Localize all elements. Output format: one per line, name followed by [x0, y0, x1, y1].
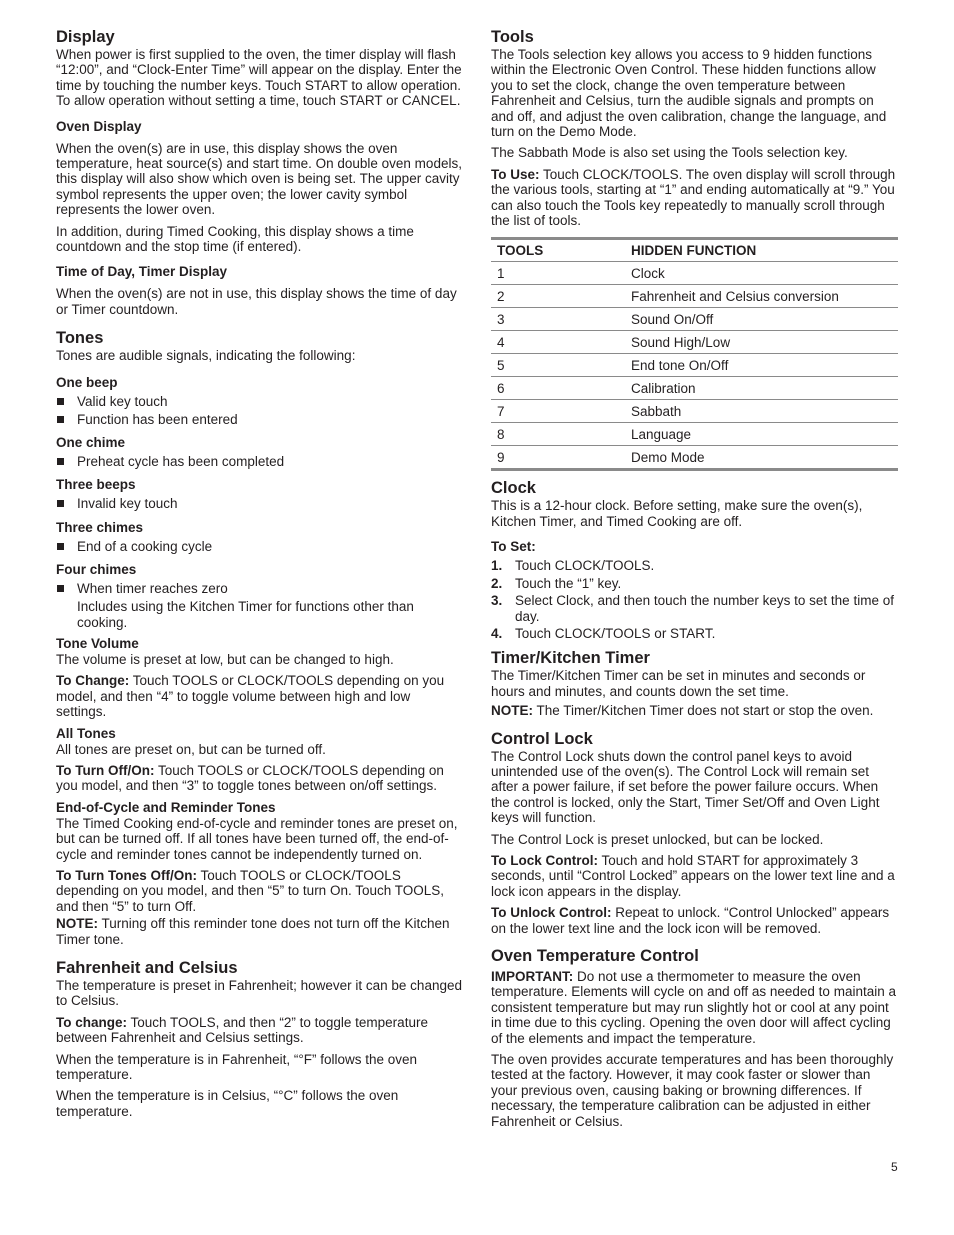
fahrenheit-to-change-paragraph	[56, 1015, 462, 1046]
oven-display-heading: Oven Display	[56, 118, 142, 134]
turn-off-on-text: Touch TOOLS or CLOCK/TOOLS depending on you model, and then “3” to toggle tones between on/off settings.	[56, 762, 444, 794]
table-header-cell: TOOLS	[491, 239, 625, 262]
table-cell: 5	[491, 354, 625, 377]
list-item	[491, 576, 898, 591]
to-use-label: To Use:	[491, 166, 540, 182]
fahrenheit-paragraph: The temperature is preset in Fahrenheit; however it can be changed to Celsius.	[56, 978, 462, 1009]
right-column	[491, 27, 898, 1129]
to-change-paragraph	[56, 673, 462, 719]
fahrenheit-section	[56, 958, 462, 1119]
display-paragraph: When power is first supplied to the oven, the timer display will flash “12:00”, and “Clock-Enter Time” will appear on the display. Enter the time by touching the number keys. Touch START to allow operation. To allow operation without setting a time, touch START or CANCEL.	[56, 47, 462, 109]
list-item: Preheat cycle has been completed	[56, 454, 462, 469]
table-cell: 2	[491, 285, 625, 308]
all-tones-heading: All Tones	[56, 725, 116, 741]
display-section	[56, 27, 462, 317]
important-paragraph	[491, 969, 898, 1046]
clock-heading: Clock	[491, 479, 536, 498]
table-row	[491, 354, 898, 377]
table-cell: Sabbath	[625, 400, 898, 423]
end-of-cycle-paragraph: The Timed Cooking end-of-cycle and reminder tones are preset on, but can be turned off. If all tones have been turned off, the end-of-cycle and reminder tones cannot be independently turned on.	[56, 815, 458, 862]
three-chimes-list	[56, 539, 462, 554]
three-beeps-list	[56, 496, 462, 511]
timer-note	[491, 703, 898, 718]
tools-heading: Tools	[491, 28, 534, 46]
clock-paragraph: This is a 12-hour clock. Before setting, make sure the oven(s), Kitchen Timer, and Timed Cooking are off.	[491, 498, 863, 529]
tools-paragraph: The Tools selection key allows you access to 9 hidden functions within the Electronic Oven Control. These hidden functions allow you to set the clock, change the oven temperature between Fahrenheit and Celsius, turn the audible signals and prompts on and off, and adjust the oven calibration, change the language, and turn on the Demo Mode.	[491, 47, 887, 140]
list-item: When timer reaches zero	[56, 581, 462, 596]
oven-display-paragraph: When the oven(s) are in use, this display shows the oven temperature, heat source(s) and start time. On double oven models, this display will also show which oven is being set. The upper cavity symbol represents the upper oven; the lower cavity symbol represents the lower oven.	[56, 140, 462, 218]
table-row	[491, 400, 898, 423]
step-number: 3.	[491, 593, 503, 609]
table-cell: Demo Mode	[625, 446, 898, 470]
oven-temp-heading: Oven Temperature Control	[491, 947, 699, 965]
table-cell: 3	[491, 308, 625, 331]
list-item	[491, 593, 898, 624]
turn-off-on-label: To Turn Off/On:	[56, 762, 155, 778]
fahrenheit-paragraph-2: When the temperature is in Fahrenheit, “°F” follows the oven temperature.	[56, 1051, 418, 1083]
table-header-cell: HIDDEN FUNCTION	[625, 239, 898, 262]
tones-note	[56, 916, 462, 947]
control-lock-section	[491, 729, 898, 936]
note-label: NOTE:	[56, 916, 98, 932]
step-text: Select Clock, and then touch the number keys to set the time of day.	[515, 593, 894, 624]
table-row	[491, 285, 898, 308]
table-cell: 1	[491, 262, 625, 285]
lock-control-label: To Lock Control:	[491, 852, 598, 868]
timer-heading: Timer/Kitchen Timer	[491, 649, 650, 668]
table-cell: 4	[491, 331, 625, 354]
table-row	[491, 262, 898, 285]
step-number: 4.	[491, 625, 503, 641]
step-number: 1.	[491, 558, 503, 574]
three-beeps-heading: Three beeps	[56, 477, 136, 493]
timer-section	[491, 648, 898, 718]
table-cell: 8	[491, 423, 625, 446]
table-row	[491, 423, 898, 446]
display-heading: Display	[56, 28, 115, 46]
tones-off-on-paragraph	[56, 868, 462, 914]
all-tones-paragraph: All tones are preset on, but can be turned off.	[56, 741, 326, 757]
oven-display-paragraph-2: In addition, during Timed Cooking, this display shows a time countdown and the stop time (if entered).	[56, 223, 414, 255]
oven-temp-section	[491, 946, 898, 1129]
step-text: Touch the “1” key.	[515, 575, 622, 591]
important-label: IMPORTANT:	[491, 969, 574, 984]
unlock-control-paragraph	[491, 905, 898, 936]
oven-temp-paragraph: The oven provides accurate temperatures and has been thoroughly tested at the factory. However, it may cook faster or slower than your previous oven, causing baking or browning differences. If necessary, the temperature calibration can be adjusted in either Fahrenheit or Celsius.	[491, 1052, 894, 1129]
tools-table	[491, 237, 898, 471]
time-of-day-paragraph: When the oven(s) are not in use, this display shows the time of day or Timer countdown.	[56, 286, 457, 317]
tones-heading: Tones	[56, 329, 104, 348]
one-beep-heading: One beep	[56, 374, 118, 390]
table-row	[491, 377, 898, 400]
to-change-label: To Change:	[56, 673, 130, 689]
tones-intro: Tones are audible signals, indicating the following:	[56, 348, 356, 364]
step-number: 2.	[491, 575, 503, 591]
to-use-paragraph	[491, 167, 898, 229]
tones-section	[56, 328, 462, 947]
table-cell: Fahrenheit and Celsius conversion	[625, 285, 898, 308]
table-cell: Calibration	[625, 377, 898, 400]
list-item	[491, 626, 898, 641]
turn-off-on-paragraph	[56, 763, 462, 794]
four-chimes-list	[56, 581, 462, 596]
unlock-control-label: To Unlock Control:	[491, 905, 612, 921]
timer-note-text: The Timer/Kitchen Timer does not start or stop the oven.	[533, 703, 874, 719]
to-use-text: Touch CLOCK/TOOLS. The oven display will scroll through the various tools, starting at “1” and ending automatically at “9.” You can also touch the Tools key repeatedly to manually scroll through the list of tools.	[491, 166, 896, 229]
step-text: Touch CLOCK/TOOLS.	[515, 558, 655, 574]
sabbath-paragraph: The Sabbath Mode is also set using the Tools selection key.	[491, 145, 848, 161]
end-of-cycle-heading: End-of-Cycle and Reminder Tones	[56, 799, 276, 815]
tone-volume-paragraph: The volume is preset at low, but can be changed to high.	[56, 651, 394, 667]
table-cell: End tone On/Off	[625, 354, 898, 377]
one-beep-list	[56, 394, 462, 427]
tone-volume-heading: Tone Volume	[56, 635, 139, 651]
left-column	[56, 27, 462, 1119]
four-chimes-note: Includes using the Kitchen Timer for functions other than cooking.	[77, 599, 414, 630]
table-row	[491, 446, 898, 470]
four-chimes-heading: Four chimes	[56, 562, 137, 578]
control-lock-paragraph-2: The Control Lock is preset unlocked, but can be locked.	[491, 831, 824, 847]
tools-section	[491, 27, 898, 471]
control-lock-heading: Control Lock	[491, 729, 593, 748]
tones-off-on-label: To Turn Tones Off/On:	[56, 868, 197, 883]
unlock-control-text: Repeat to unlock. “Control Unlocked” appears on the lower text line and the lock icon will be removed.	[491, 905, 890, 936]
table-cell: Sound High/Low	[625, 331, 898, 354]
to-change-text: Touch TOOLS or CLOCK/TOOLS depending on you model, and then “4” to toggle volume between high and low settings.	[56, 673, 445, 720]
tones-off-on-text: Touch TOOLS or CLOCK/TOOLS depending on you model, and then “5” to turn On. Touch TOOLS, and then “5” to turn Off.	[56, 868, 445, 914]
list-item: Function has been entered	[56, 412, 462, 427]
list-item: End of a cooking cycle	[56, 539, 462, 554]
list-item: Valid key touch	[56, 394, 462, 409]
table-cell: Sound On/Off	[625, 308, 898, 331]
table-cell: 6	[491, 377, 625, 400]
table-cell: Clock	[625, 262, 898, 285]
table-cell: 7	[491, 400, 625, 423]
one-chime-list	[56, 454, 462, 469]
table-header-row	[491, 239, 898, 262]
table-row	[491, 331, 898, 354]
clock-section	[491, 478, 898, 641]
three-chimes-heading: Three chimes	[56, 519, 144, 535]
time-of-day-heading: Time of Day, Timer Display	[56, 264, 228, 280]
table-cell: Language	[625, 423, 898, 446]
table-cell: 9	[491, 446, 625, 470]
note-text: Turning off this reminder tone does not turn off the Kitchen Timer tone.	[56, 916, 450, 947]
fahrenheit-heading: Fahrenheit and Celsius	[56, 959, 238, 978]
lock-control-text: Touch and hold START for approximately 3 seconds, until “Control Locked” appears on the lower text line and a lock icon appears in the display.	[491, 852, 895, 899]
table-row	[491, 308, 898, 331]
clock-steps	[491, 558, 898, 641]
step-text: Touch CLOCK/TOOLS or START.	[515, 625, 716, 641]
fahrenheit-to-change-label: To change:	[56, 1014, 128, 1030]
one-chime-heading: One chime	[56, 435, 126, 450]
list-item: Invalid key touch	[56, 496, 462, 511]
fahrenheit-paragraph-3: When the temperature is in Celsius, “°C” follows the oven temperature.	[56, 1088, 399, 1119]
lock-control-paragraph	[491, 853, 898, 899]
fahrenheit-to-change-text: Touch TOOLS, and then “2” to toggle temperature between Fahrenheit and Celsius settings.	[56, 1014, 428, 1046]
timer-note-label: NOTE:	[491, 703, 533, 719]
control-lock-paragraph: The Control Lock shuts down the control panel keys to avoid unintended use of the oven(s). The Control Lock will remain set after a power failure, if set before the power failure occurs. When the control is locked, only the Start, Timer Set/Off and Oven Light keys will function.	[491, 748, 880, 826]
timer-paragraph: The Timer/Kitchen Timer can be set in minutes and seconds or hours and minutes, and counts down the set time.	[491, 668, 866, 699]
important-text: Do not use a thermometer to measure the oven temperature. Elements will cycle on and off as needed to maintain a consistent temperature but may run slightly hot or cool at any point in time due to this cycling. Opening the oven door will affect cycling of the elements and impact the temperature.	[491, 969, 896, 1046]
list-item	[491, 558, 898, 573]
page-number: 5	[891, 1160, 898, 1174]
to-set-heading: To Set:	[491, 539, 536, 555]
